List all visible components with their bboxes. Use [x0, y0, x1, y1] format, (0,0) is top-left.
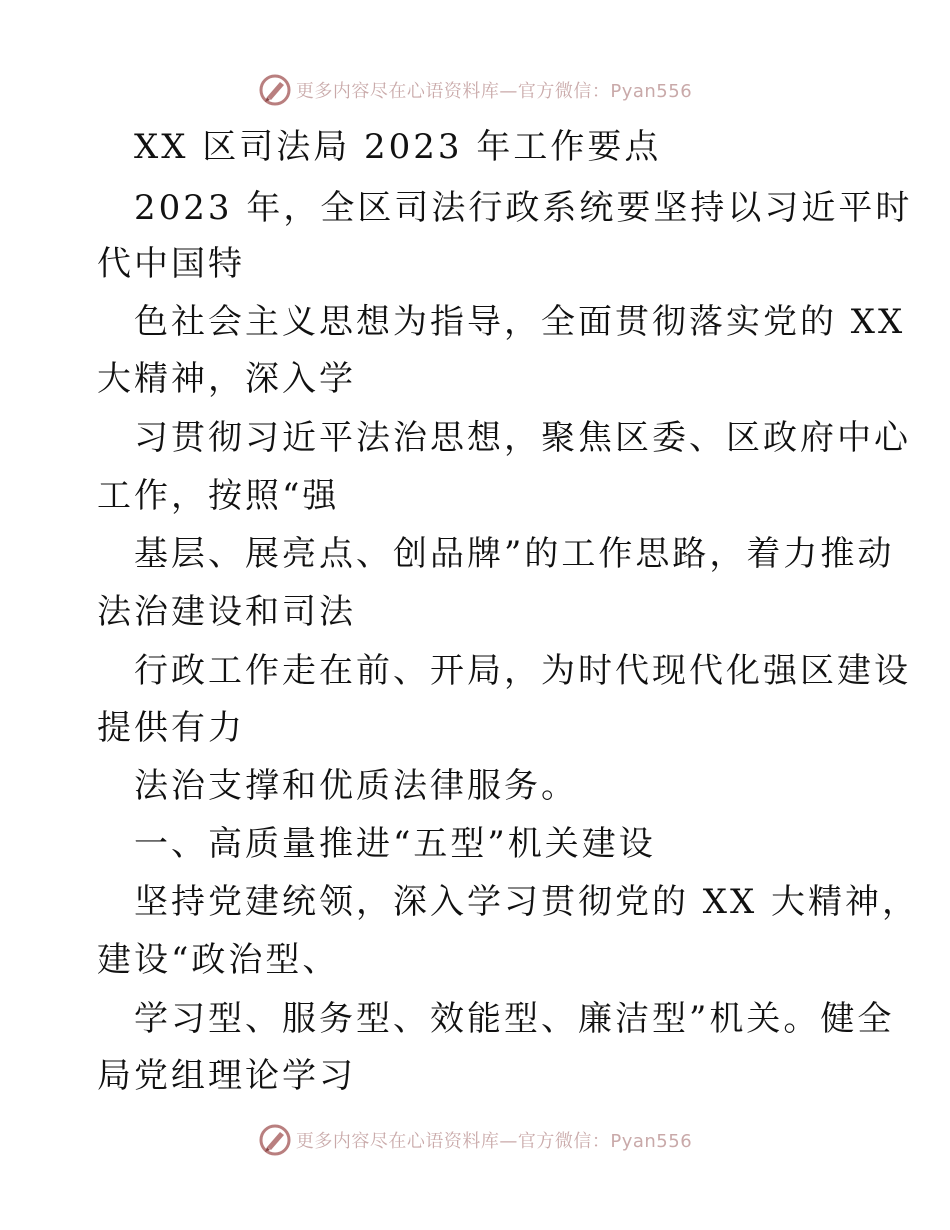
paragraph-line: 2023 年，全区司法行政系统要坚持以习近平时 — [134, 188, 913, 228]
paragraph-line: 法治建设和司法 — [97, 592, 356, 632]
paragraph-line: 工作，按照“强 — [97, 476, 340, 516]
paragraph-line: 习贯彻习近平法治思想，聚焦区委、区政府中心 — [134, 418, 911, 458]
paragraph-line: 提供有力 — [97, 708, 245, 748]
paragraph-line: 学习型、服务型、效能型、廉洁型”机关。健全 — [134, 999, 895, 1039]
watermark-text: 更多内容尽在心语资料库—官方微信：Pyan556 — [295, 1131, 693, 1152]
watermark-banner-bottom — [0, 1120, 950, 1160]
document-title: XX 区司法局 2023 年工作要点 — [134, 127, 662, 167]
watermark-text: 更多内容尽在心语资料库—官方微信：Pyan556 — [295, 81, 693, 102]
paragraph-line: 法治支撑和优质法律服务。 — [134, 766, 578, 806]
paragraph-line: 坚持党建统领，深入学习贯彻党的 XX 大精神， — [134, 882, 920, 922]
paragraph-line: 基层、展亮点、创品牌”的工作思路，着力推动 — [134, 534, 895, 574]
paragraph-line: 色社会主义思想为指导，全面贯彻落实党的 XX — [134, 302, 906, 342]
pen-seal-logo-icon — [258, 1123, 292, 1157]
paragraph-line: 局党组理论学习 — [97, 1056, 356, 1096]
paragraph-line: 行政工作走在前、开局，为时代现代化强区建设 — [134, 651, 911, 691]
section-heading: 一、高质量推进“五型”机关建设 — [134, 824, 656, 864]
paragraph-line: 大精神，深入学 — [97, 359, 356, 399]
paragraph-line: 代中国特 — [97, 244, 245, 284]
paragraph-line: 建设“政治型、 — [97, 940, 340, 980]
